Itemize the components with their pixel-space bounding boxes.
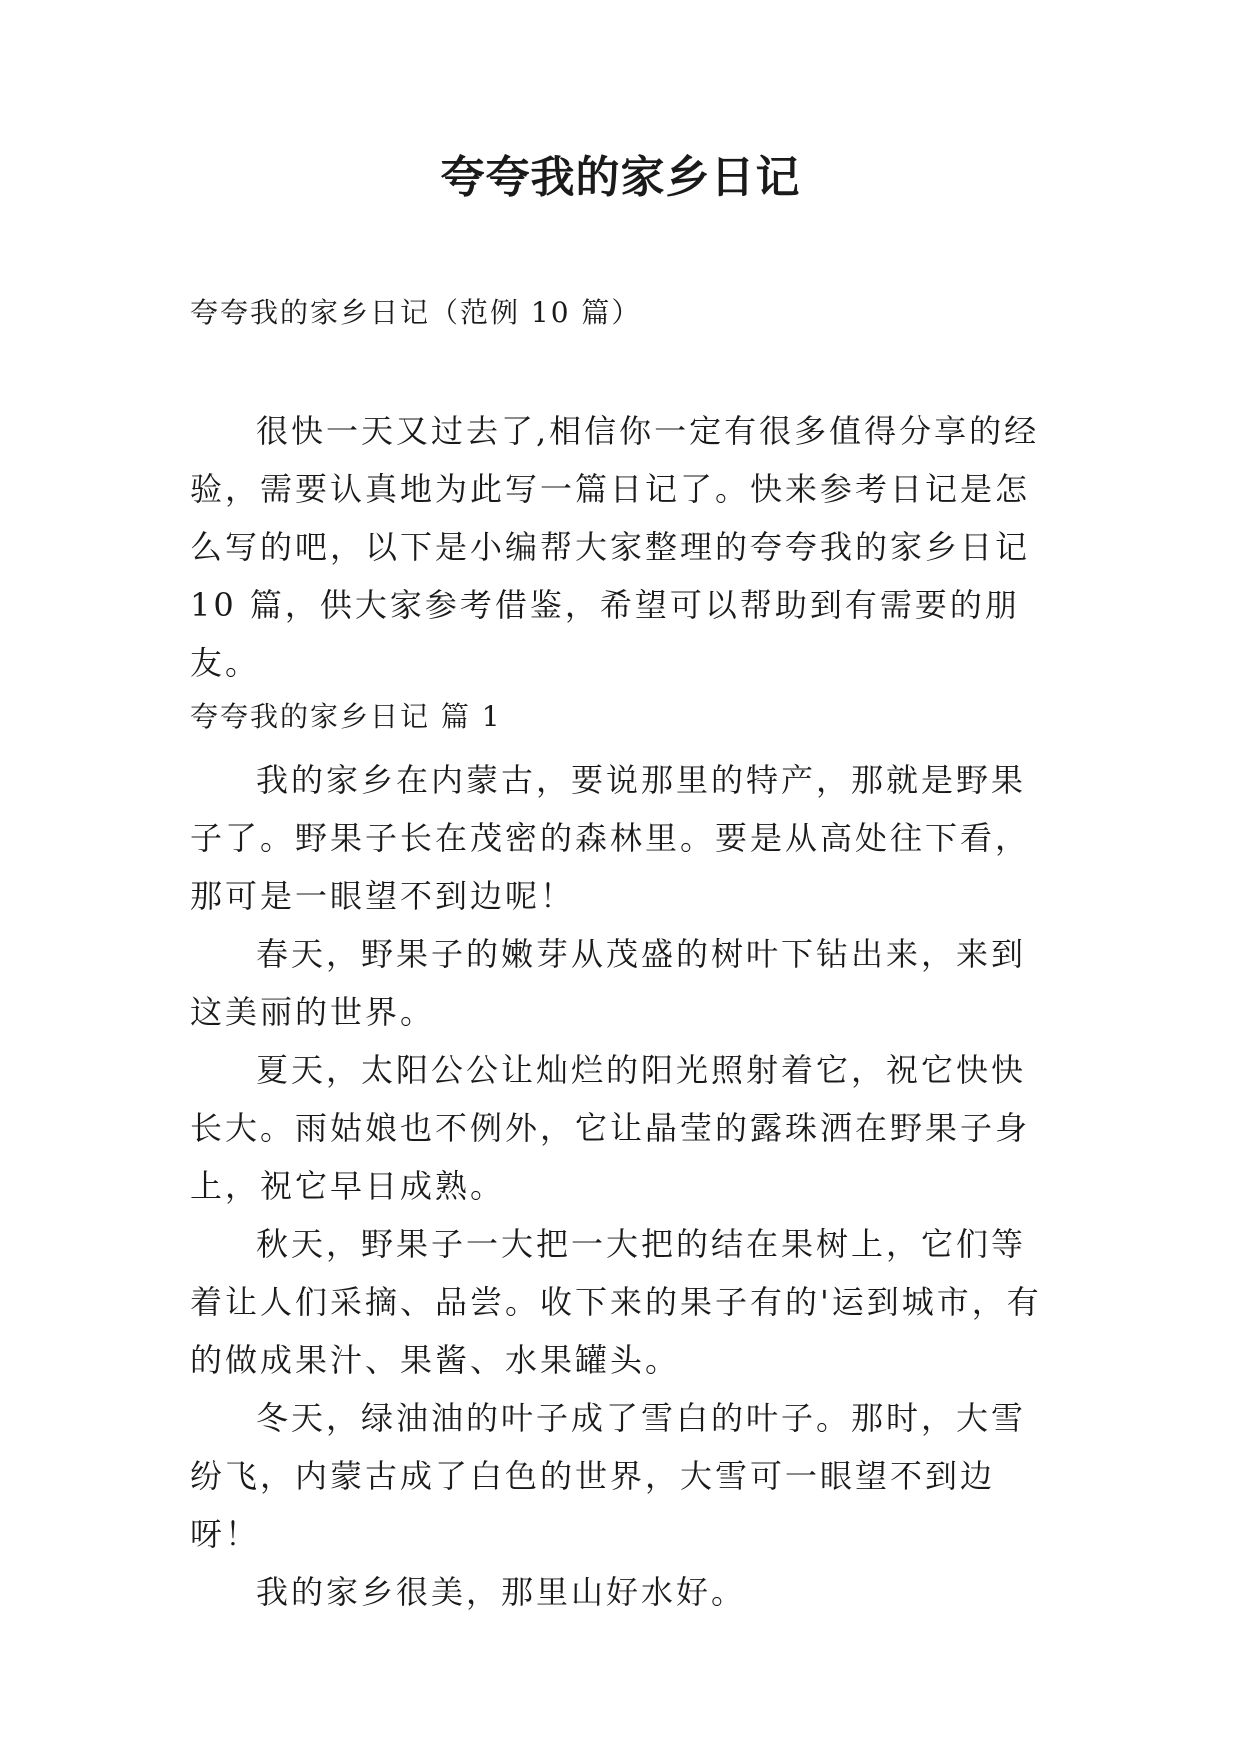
document-title: 夸夸我的家乡日记: [440, 152, 801, 203]
body-paragraph: 我的家乡很美，那里山好水好。: [256, 1573, 747, 1611]
body-paragraph: 夏天，太阳公公让灿烂的阳光照射着它，祝它快快长大。雨姑娘也不例外，它让晶莹的露珠洒在野果子身上，祝它早日成熟。: [190, 1051, 1031, 1205]
section-heading: 夸夸我的家乡日记 篇 1: [190, 700, 502, 733]
body-paragraph: 我的家乡在内蒙古，要说那里的特产，那就是野果子了。野果子长在茂密的森林里。要是从高处往下看，那可是一眼望不到边呢！: [190, 761, 1031, 915]
body-paragraph: 春天，野果子的嫩芽从茂盛的树叶下钻出来，来到这美丽的世界。: [190, 935, 1027, 1031]
body-paragraph: 冬天，绿油油的叶子成了雪白的叶子。那时，大雪纷飞，内蒙古成了白色的世界，大雪可一眼望不到边呀！: [190, 1399, 1027, 1553]
intro-paragraph: 很快一天又过去了,相信你一定有很多值得分享的经验，需要认真地为此写一篇日记了。快来参考日记是怎么写的吧，以下是小编帮大家整理的夸夸我的家乡日记 10 篇，供大家参考借鉴，希望可以帮助到有需要的朋友。: [190, 412, 1040, 682]
diary-body: [190, 751, 1052, 1621]
document-subtitle: 夸夸我的家乡日记（范例 10 篇）: [190, 296, 642, 329]
body-paragraph: 秋天，野果子一大把一大把的结在果树上，它们等着让人们采摘、品尝。收下来的果子有的'运到城市，有的做成果汁、果酱、水果罐头。: [190, 1225, 1042, 1379]
